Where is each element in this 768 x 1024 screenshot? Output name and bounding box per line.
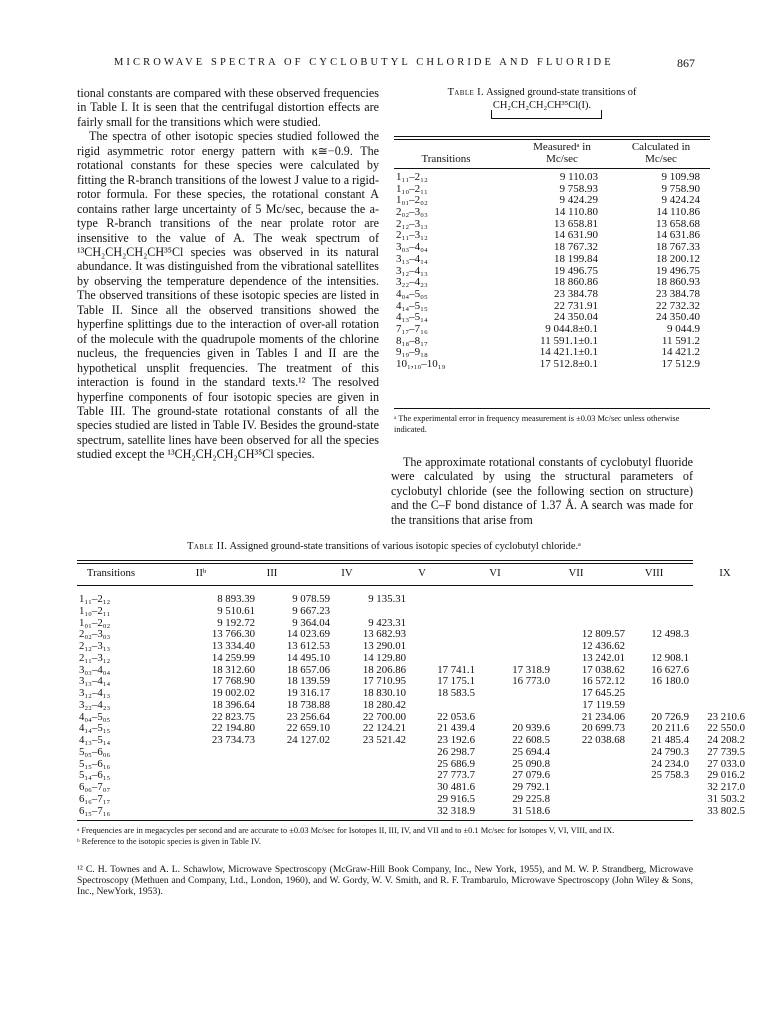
frequency-cell: 20 699.73 (581, 722, 625, 735)
frequency-cell: 17 175.1 (437, 675, 475, 688)
transition-cell: 3₁₃–4₁₄ (396, 252, 428, 265)
frequency-cell: 20 939.6 (512, 722, 550, 735)
table1-footnote: ᵃ The experimental error in frequency measurement is ±0.03 Mc/sec unless otherwise indicated. (394, 414, 680, 434)
frequency-cell: 27 739.5 (707, 745, 745, 758)
frequency-cell: 9 364.04 (292, 616, 330, 629)
transition-cell: 2₀₂–3₀₃ (79, 628, 111, 641)
frequency-cell: 17 710.95 (362, 675, 406, 688)
transition-cell: 2₁₂–3₁₃ (79, 640, 111, 652)
frequency-cell: 23 192.6 (437, 734, 475, 746)
frequency-cell: 13 612.53 (286, 640, 330, 652)
frequency-cell: 14 110.80 (554, 206, 598, 219)
frequency-cell: 20 211.6 (651, 722, 689, 735)
frequency-cell: 13 682.93 (362, 628, 406, 641)
frequency-cell: 22 053.6 (437, 710, 475, 723)
frequency-cell: 9 044.8±0.1 (545, 322, 598, 335)
frequency-cell: 18 767.32 (554, 241, 598, 254)
frequency-cell: 25 686.9 (437, 757, 475, 770)
frequency-cell: 11 591.1±0.1 (540, 334, 598, 347)
frequency-cell: 17 038.62 (581, 663, 625, 676)
frequency-cell: 17 741.1 (437, 663, 475, 676)
frequency-cell: 14 129.80 (362, 651, 406, 664)
frequency-cell: 22 823.75 (211, 710, 255, 723)
frequency-cell: 21 234.06 (581, 710, 625, 723)
frequency-cell: 24 127.02 (286, 734, 330, 746)
frequency-cell: 19 496.75 (554, 264, 598, 277)
frequency-cell: 22 731.91 (554, 299, 598, 312)
frequency-cell: 23 210.6 (707, 710, 745, 723)
table-row (77, 734, 745, 747)
table2-caption (0, 541, 768, 552)
frequency-cell: 23 384.78 (656, 287, 700, 300)
running-title: MICROWAVE SPECTRA OF CYCLOBUTYL CHLORIDE AND FLUORIDE (114, 57, 614, 68)
table-row (77, 781, 745, 794)
table1-top-rule-2 (394, 139, 710, 140)
frequency-cell: 12 908.1 (651, 651, 689, 664)
table2-footnote-a: ᵃ Frequencies are in megacycles per second and are accurate to ±0.03 Mc/sec for Isotopes II, III, IV, and VII and to ±0.1 Mc/sec for Isotopes V, VI, VIII, and IX. (77, 826, 615, 835)
table2-header: VII (568, 567, 584, 579)
transition-cell: 4₀₄–5₀₅ (396, 287, 428, 300)
table-row (77, 688, 693, 700)
table2-top-rule-2 (77, 563, 693, 564)
transition-cell: 3₁₃–4₁₄ (79, 675, 111, 688)
transition-cell: 4₁₃–5₁₄ (396, 311, 428, 324)
frequency-cell: 16 572.12 (581, 675, 625, 688)
frequency-cell: 9 044.9 (667, 322, 700, 335)
table-row (77, 769, 745, 782)
frequency-cell: 20 726.9 (651, 710, 689, 723)
table2-footnote-b: ᵇ Reference to the isotopic species is given in Table IV. (77, 836, 261, 846)
transition-cell: 8₁₈–8₁₇ (396, 334, 428, 347)
frequency-cell: 23 521.42 (362, 734, 406, 746)
transition-cell: 4₁₄–5₁₅ (396, 299, 428, 312)
paragraph: The spectra of other isotopic species studied followed the rigid asymmetric rotor energy pattern with κ≅−0.9. The rotational constants for these species were calculated by fitting the R-branch transitions of the lowest J value to a rigid-rotor formula. For these species, the rotational constant A contains rather large uncertainty of 5 Mc/sec, because the a-type R-branch transitions of the near prolate rotor are insensitive to the value of A. The weak spectrum of ¹³CH₂CH₂CH₂CH³⁵Cl species was observed in its natural abundance. It was distinguished from the vibrational satellites by observing the temperature dependence of the intensities. The observed transitions of these isotopic species are listed in Table II. Since all the observed transitions showed the hyperfine splittings due to the interaction of over-all rotation of the molecule with the quadrupole moments of the chlorine nucleus, the frequencies given in Tables I and II are the hypothetical unsplit frequencies. The treatment of this interaction is found in the standard texts.¹² The resolved hyperfine components of four isotopic species are given in Table III. The ground-state rotational constants of all the species studied are listed in Table IV. Besides the ground-state spectrum, satellite lines have been observed for all the species studied except the ¹³CH₂CH₂CH₂CH³⁵Cl species. (77, 129, 379, 462)
table2-header: VI (489, 567, 501, 579)
frequency-cell: 24 234.0 (651, 757, 689, 770)
transition-cell: 1₁₁–2₁₂ (79, 593, 111, 605)
frequency-cell: 31 518.6 (512, 804, 550, 817)
frequency-cell: 9 135.31 (368, 593, 406, 605)
table1-header: Measuredᵃ in Mc/sec (533, 141, 591, 165)
frequency-cell: 18 657.06 (286, 663, 330, 676)
frequency-cell: 18 396.64 (211, 698, 255, 711)
frequency-cell: 27 773.7 (437, 769, 475, 782)
left-column (77, 86, 379, 462)
frequency-cell: 32 217.0 (707, 781, 745, 793)
frequency-cell: 14 421.1±0.1 (539, 346, 598, 359)
table1-header-rule (394, 168, 710, 169)
frequency-cell: 13 658.68 (656, 217, 700, 230)
table-row (77, 757, 745, 771)
frequency-cell: 18 199.84 (554, 252, 598, 265)
transition-cell: 3₁₂–4₁₃ (396, 264, 428, 277)
frequency-cell: 24 350.04 (554, 311, 598, 324)
frequency-cell: 14 631.86 (656, 229, 700, 242)
frequency-cell: 12 498.3 (651, 628, 689, 641)
frequency-cell: 18 860.86 (554, 276, 598, 289)
transition-cell: 5₀₅–6₀₆ (79, 745, 111, 758)
table1-body (394, 172, 710, 371)
frequency-cell: 12 436.62 (581, 640, 625, 652)
table-row (77, 804, 745, 818)
table-row (77, 606, 693, 618)
frequency-cell: 25 694.4 (512, 745, 550, 758)
page-number: 867 (677, 56, 695, 70)
table-row (77, 594, 693, 606)
frequency-cell: 13 766.30 (211, 628, 255, 641)
table1-caption (391, 86, 693, 112)
frequency-cell: 29 916.5 (437, 792, 475, 805)
table2-header: III (266, 567, 278, 579)
frequency-cell: 18 312.60 (211, 663, 255, 676)
frequency-cell: 16 180.0 (651, 675, 689, 688)
table2-footnotes (77, 826, 693, 847)
table2-header: IV (341, 567, 353, 579)
frequency-cell: 25 758.3 (651, 769, 689, 782)
frequency-cell: 22 194.80 (211, 722, 255, 735)
frequency-cell: 27 079.6 (512, 769, 550, 782)
frequency-cell: 14 495.10 (286, 651, 330, 664)
right-column (391, 455, 693, 527)
frequency-cell: 27 033.0 (707, 757, 745, 770)
table2-label: Table II. (187, 541, 228, 552)
frequency-cell: 9 109.98 (661, 171, 700, 183)
frequency-cell: 16 773.0 (512, 675, 550, 688)
frequency-cell: 23 384.78 (554, 287, 598, 300)
frequency-cell: 9 667.23 (292, 604, 330, 617)
transition-cell: 2₀₂–3₀₃ (396, 206, 428, 219)
table-row (394, 254, 710, 266)
frequency-cell: 22 732.32 (656, 299, 700, 312)
frequency-cell: 19 316.17 (286, 687, 330, 699)
frequency-cell: 11 591.2 (661, 334, 700, 347)
running-header (0, 57, 768, 73)
frequency-cell: 25 090.8 (512, 757, 550, 770)
reference-12: ¹² C. H. Townes and A. L. Schawlow, Microwave Spectroscopy (McGraw-Hill Book Company, Inc., New York, 1955), and M. W. P. Strandberg, Microwave Spectroscopy (Methuen and Company, Ltd., London, 1960), and W. Gordy, W. V. Smith, and R. F. Trambarulo, Microwave Spectroscopy (John Wiley & Sons, Inc., NewYork, 1953). (77, 864, 693, 898)
frequency-cell: 18 583.5 (437, 687, 475, 699)
frequency-cell: 9 192.72 (217, 616, 255, 629)
frequency-cell: 16 627.6 (651, 663, 689, 676)
paragraph: The approximate rotational constants of cyclobutyl fluoride were calculated by using the structural parameters of cyclobutyl chloride (see the following section on structure) and the C–F bond distance of 1.37 Å. A search was made for the transitions that arise from (391, 455, 693, 527)
transition-cell: 1₀₁–2₀₂ (396, 194, 428, 207)
frequency-cell: 9 078.59 (292, 593, 330, 605)
table-row (394, 359, 710, 371)
table2-header: IX (719, 567, 731, 579)
transition-cell: 3₂₂–4₂₃ (79, 698, 111, 711)
frequency-cell: 14 110.86 (656, 206, 700, 219)
frequency-cell: 18 139.59 (286, 675, 330, 688)
table2-header: IIᵇ (195, 567, 207, 579)
frequency-cell: 21 439.4 (437, 722, 475, 735)
transition-cell: 2₁₂–3₁₃ (396, 217, 428, 230)
frequency-cell: 13 658.81 (554, 217, 598, 230)
frequency-cell: 14 631.90 (554, 229, 598, 242)
frequency-cell: 12 809.57 (581, 628, 625, 641)
frequency-cell: 17 512.9 (661, 358, 700, 370)
table1-bottom-rule (394, 408, 710, 409)
table2-header: Transitions (86, 567, 136, 579)
frequency-cell: 14 259.99 (211, 651, 255, 664)
frequency-cell: 9 110.03 (559, 171, 598, 183)
frequency-cell: 29 225.8 (512, 792, 550, 805)
paragraph: tional constants are compared with these observed frequencies in Table I. It is seen that the centrifugal distortion effects are fairly small for the transitions which were studied. (77, 86, 379, 129)
transition-cell: 4₁₄–5₁₅ (79, 722, 111, 735)
frequency-cell: 17 512.8±0.1 (539, 358, 598, 370)
frequency-cell: 33 802.5 (707, 804, 745, 817)
frequency-cell: 9 423.31 (368, 616, 406, 629)
frequency-cell: 13 242.01 (581, 651, 625, 664)
frequency-cell: 19 496.75 (656, 264, 700, 277)
frequency-cell: 29 792.1 (512, 781, 550, 793)
frequency-cell: 18 738.88 (286, 698, 330, 711)
table2-bottom-rule (77, 820, 693, 821)
frequency-cell: 29 016.2 (707, 769, 745, 782)
transition-cell: 1₁₁–2₁₂ (396, 171, 428, 183)
transition-cell: 2₁₁–3₁₂ (79, 651, 111, 664)
frequency-cell: 17 119.59 (582, 698, 625, 711)
frequency-cell: 23 734.73 (211, 734, 255, 746)
frequency-cell: 22 038.68 (581, 734, 625, 746)
transition-cell: 1₁₀–2₁₁ (79, 604, 111, 617)
frequency-cell: 18 280.42 (362, 698, 406, 711)
frequency-cell: 22 700.00 (362, 710, 406, 723)
transition-cell: 6₁₅–7₁₆ (79, 804, 111, 817)
table2-header: VIII (644, 567, 664, 579)
frequency-cell: 9 510.61 (217, 604, 255, 617)
table-row (394, 324, 710, 336)
frequency-cell: 32 318.9 (437, 804, 475, 817)
formula-bracket (491, 110, 602, 119)
table1-top-rule (394, 136, 710, 137)
transition-cell: 10₁,₁₀–10₁₉ (396, 358, 446, 370)
frequency-cell: 18 206.86 (362, 663, 406, 676)
table2-header: V (418, 567, 426, 579)
frequency-cell: 22 608.5 (512, 734, 550, 746)
frequency-cell: 17 645.25 (581, 687, 625, 699)
frequency-cell: 24 350.40 (656, 311, 700, 324)
frequency-cell: 22 659.10 (286, 722, 330, 735)
table2-top-rule (77, 560, 693, 561)
frequency-cell: 24 208.2 (707, 734, 745, 746)
transition-cell: 5₁₄–6₁₅ (79, 769, 111, 782)
transition-cell: 2₁₁–3₁₂ (396, 229, 428, 242)
table1-caption-text: Assigned ground-state transitions of (486, 87, 637, 98)
frequency-cell: 24 790.3 (651, 745, 689, 758)
frequency-cell: 13 334.40 (211, 640, 255, 652)
transition-cell: 4₁₃–5₁₄ (79, 734, 111, 746)
transition-cell: 3₀₃–4₀₄ (396, 241, 428, 254)
transition-cell: 1₀₁–2₀₂ (79, 616, 111, 629)
table-row (394, 207, 710, 219)
table1-label: Table I. (447, 87, 485, 98)
transition-cell: 6₀₆–7₀₇ (79, 781, 111, 793)
table-row (394, 289, 710, 301)
frequency-cell: 9 424.24 (661, 194, 700, 207)
frequency-cell: 30 481.6 (437, 781, 475, 793)
table-row (77, 700, 693, 712)
transition-cell: 9₁₉–9₁₈ (396, 346, 428, 359)
frequency-cell: 13 290.01 (362, 640, 406, 652)
table1-caption-formula: CH₂CH₂CH₂CH³⁵Cl(I). (492, 100, 592, 111)
transition-cell: 6₁₆–7₁₇ (79, 792, 111, 805)
frequency-cell: 9 758.93 (559, 182, 598, 195)
table1-header: Transitions (421, 153, 471, 165)
transition-cell: 7₁₇–7₁₆ (396, 322, 428, 335)
frequency-cell: 18 860.93 (656, 276, 700, 289)
frequency-cell: 9 758.90 (661, 182, 700, 195)
transition-cell: 3₁₂–4₁₃ (79, 687, 111, 699)
table2-body (77, 593, 745, 817)
transition-cell: 1₁₀–2₁₁ (396, 182, 428, 195)
table-row (77, 745, 745, 759)
transition-cell: 3₀₃–4₀₄ (79, 663, 111, 676)
frequency-cell: 17 768.90 (211, 675, 255, 688)
frequency-cell: 22 124.21 (362, 722, 406, 735)
table-row (77, 653, 693, 665)
frequency-cell: 17 318.9 (512, 663, 550, 676)
table1-header: Calculated in Mc/sec (631, 141, 691, 165)
table-row (394, 172, 710, 184)
frequency-cell: 26 298.7 (437, 745, 475, 758)
table2-header-rule (77, 585, 693, 586)
frequency-cell: 22 550.0 (707, 722, 745, 735)
table-row (77, 792, 745, 806)
frequency-cell: 18 200.12 (656, 252, 700, 265)
frequency-cell: 19 002.02 (211, 687, 255, 699)
frequency-cell: 18 767.33 (656, 241, 700, 254)
transition-cell: 4₀₄–5₀₅ (79, 710, 111, 723)
table2-caption-text: Assigned ground-state transitions of various isotopic species of cyclobutyl chloride.ᵃ (229, 541, 581, 552)
transition-cell: 5₁₅–6₁₆ (79, 757, 111, 770)
frequency-cell: 8 893.39 (217, 593, 255, 605)
frequency-cell: 18 830.10 (362, 687, 406, 699)
transition-cell: 3₂₂–4₂₃ (396, 276, 428, 289)
table-row (77, 641, 693, 653)
frequency-cell: 9 424.29 (559, 194, 598, 207)
frequency-cell: 14 421.2 (661, 346, 700, 359)
frequency-cell: 21 485.4 (651, 734, 689, 746)
frequency-cell: 31 503.2 (707, 792, 745, 805)
frequency-cell: 23 256.64 (286, 710, 330, 723)
frequency-cell: 14 023.69 (286, 628, 330, 641)
